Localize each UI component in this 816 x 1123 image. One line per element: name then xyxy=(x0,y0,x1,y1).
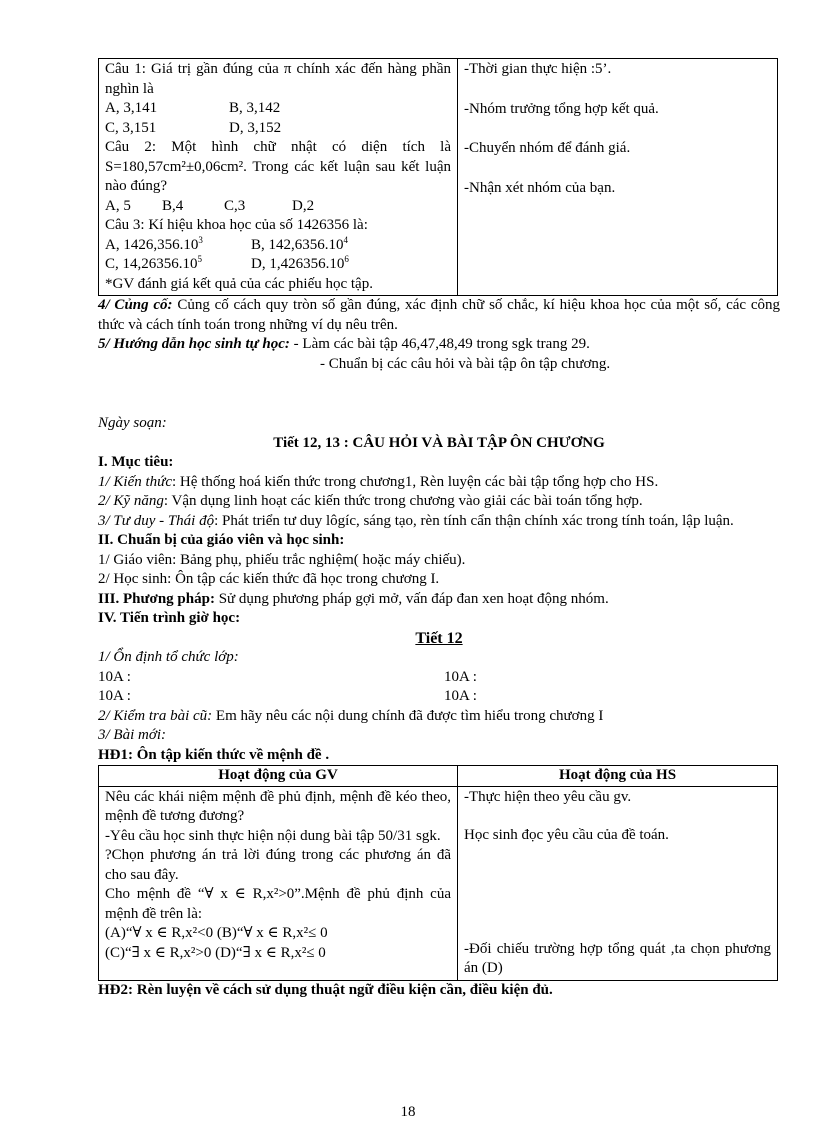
q2-option-d: D,2 xyxy=(292,197,315,214)
preparation-teacher: 1/ Giáo viên: Bảng phụ, phiếu trắc nghiệm( hoặc máy chiếu). xyxy=(98,551,466,568)
q1-option-d: D, 3,152 xyxy=(229,119,282,136)
q2-option-b: B,4 xyxy=(162,197,184,214)
document-page xyxy=(98,58,780,1000)
class-entry: 10A : xyxy=(98,688,131,704)
student-activity-cell-2 xyxy=(458,786,778,980)
preparation-date: Ngày soạn: xyxy=(98,415,167,431)
section-4-text: Củng cố cách quy tròn số gần đúng, xác định chữ số chắc, kí hiệu khoa học của một số, các công thức và cách tính toán trong những ví dụ nêu trên. xyxy=(98,297,780,333)
q1-option-a: A, 3,141 xyxy=(105,100,158,116)
teacher-evaluation-note: *GV đánh giá kết quả của các phiếu học tập. xyxy=(105,275,373,292)
answer-options-ab: (A)“∀ x ∈ R,x²<0 (B)“∀ x ∈ R,x²≤ 0 xyxy=(105,925,328,941)
class-entry: 10A : xyxy=(444,668,477,685)
activity-table xyxy=(98,765,778,981)
activity-2-heading: HĐ2: Rèn luyện về cách sử dụng thuật ngữ điều kiện cần, điều kiện đủ. xyxy=(98,981,553,998)
section-5-text-2: - Chuẩn bị các câu hỏi và bài tập ôn tập chương. xyxy=(320,355,611,372)
q3-option-d: D, 1,426356.10$^6$ xyxy=(251,254,349,272)
objective-skills: 2/ Kỹ năng: Vận dụng linh hoạt các kiến thức trong chương vào giải các bài toán tổng hợp. xyxy=(98,493,643,509)
q3-option-a: A, 1426,356.10$^3$ xyxy=(105,234,203,253)
teacher-activity-header: Hoạt động của GV xyxy=(99,766,458,787)
new-lesson-label: 3/ Bài mới: xyxy=(98,727,166,743)
class-organization-label: 1/ Ổn định tổ chức lớp: xyxy=(98,649,239,665)
teacher-activity-cell xyxy=(99,786,458,980)
teacher-step: Cho mệnh đề “∀ x ∈ R,x²>0”.Mệnh đề phủ định của mệnh đề trên là: xyxy=(105,886,451,922)
q1-options-ab xyxy=(105,99,451,119)
preparation-heading: II. Chuẩn bị của giáo viên và học sinh: xyxy=(98,532,345,548)
student-step: -Đối chiếu trường hợp tổng quát ,ta chọn phương án (D) xyxy=(464,940,771,976)
student-step: -Thực hiện theo yêu cầu gv. xyxy=(464,788,632,805)
class-row-1 xyxy=(98,668,780,688)
question-1: Câu 1: Giá trị gần đúng của π chính xác đến hàng phần nghìn là xyxy=(105,61,451,97)
student-activity-header: Hoạt động của HS xyxy=(458,766,778,787)
teacher-step: Nêu các khái niệm mệnh đề phủ định, mệnh đề kéo theo, mệnh đề tương đương? xyxy=(105,788,451,824)
student-activity-cell xyxy=(458,59,778,296)
answer-options-cd: (C)“∃ x ∈ R,x²>0 (D)“∃ x ∈ R,x²≤ 0 xyxy=(105,944,326,961)
q3-options-cd xyxy=(105,255,451,275)
q3-option-c: C, 14,26356.10$^5$ xyxy=(105,254,203,272)
activity-summary: -Nhóm trưởng tổng hợp kết quả. xyxy=(464,100,659,117)
section-5-label: 5/ Hướng dẫn học sinh tự học: xyxy=(98,336,290,352)
q2-option-a: A, 5 xyxy=(105,197,131,214)
class-row-2 xyxy=(98,687,780,707)
lesson-title: Tiết 12, 13 : CÂU HỎI VÀ BÀI TẬP ÔN CHƯƠNG xyxy=(273,434,605,451)
section-5-homework xyxy=(98,335,780,355)
q1-option-c: C, 3,151 xyxy=(105,119,157,136)
section-4-label: 4/ Củng cố: xyxy=(98,297,173,313)
objective-attitude: 3/ Tư duy - Thái độ: Phát triển tư duy lôgíc, sáng tạo, rèn tính cẩn thận chính xác trong tính toán, lập luận. xyxy=(98,512,734,529)
q2-option-c: C,3 xyxy=(224,197,246,214)
q2-options xyxy=(105,197,451,217)
procedure-heading: IV. Tiến trình giờ học: xyxy=(98,610,241,626)
q3-options-ab xyxy=(105,236,451,256)
q3-option-b: B, 142,6356.10$^4$ xyxy=(251,234,349,253)
student-step: Học sinh đọc yêu cầu của đề toán. xyxy=(464,827,669,843)
quiz-questions-cell xyxy=(99,59,458,296)
question-3: Câu 3: Kí hiệu khoa học của số 1426356 là: xyxy=(105,217,368,233)
section-4-consolidation xyxy=(98,296,780,335)
activity-1-heading: HĐ1: Ôn tập kiến thức về mệnh đề . xyxy=(98,746,330,763)
teacher-step: -Yêu cầu học sinh thực hiện nội dung bài tập 50/31 sgk. xyxy=(105,827,441,844)
objective-knowledge: 1/ Kiến thức: Hệ thống hoá kiến thức trong chương1, Rèn luyện các bài tập tổng hợp cho HS. xyxy=(98,473,659,490)
q1-options-cd xyxy=(105,119,451,139)
objectives-heading: I. Mục tiêu: xyxy=(98,454,174,470)
activity-swap: -Chuyển nhóm để đánh giá. xyxy=(464,140,631,156)
old-lesson-check: 2/ Kiểm tra bài cũ: Em hãy nêu các nội dung chính đã được tìm hiểu trong chương I xyxy=(98,707,604,724)
class-entry: 10A : xyxy=(98,668,131,685)
method: III. Phương pháp: Sử dụng phương pháp gợi mở, vấn đáp đan xen hoạt động nhóm. xyxy=(98,590,609,607)
activity-time: -Thời gian thực hiện :5’. xyxy=(464,61,612,77)
quiz-table xyxy=(98,58,778,296)
period-12-title: Tiết 12 xyxy=(415,629,463,647)
question-2: Câu 2: Một hình chữ nhật có diện tích là S=180,57cm²±0,06cm². Trong các kết luận sau kết luận nào đúng? xyxy=(105,139,451,194)
preparation-student: 2/ Học sinh: Ôn tập các kiến thức đã học trong chương I. xyxy=(98,571,440,587)
q1-option-b: B, 3,142 xyxy=(229,100,281,116)
activity-review: -Nhận xét nhóm của bạn. xyxy=(464,179,616,196)
section-5-text-1: - Làm các bài tập 46,47,48,49 trong sgk trang 29. xyxy=(289,336,590,352)
teacher-step: ?Chọn phương án trả lời đúng trong các phương án đã cho sau đây. xyxy=(105,847,451,883)
page-number: 18 xyxy=(400,1104,416,1120)
class-entry: 10A : xyxy=(444,688,477,704)
